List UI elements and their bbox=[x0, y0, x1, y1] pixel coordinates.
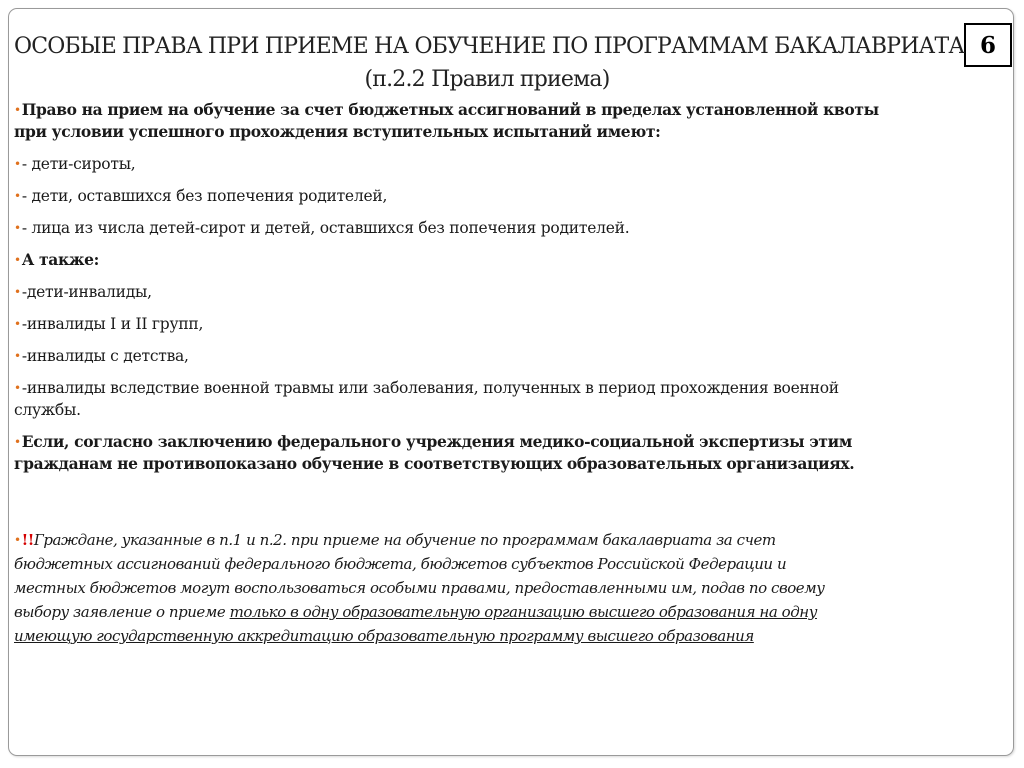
list-item-quota-rule bbox=[14, 99, 1014, 143]
page-number-badge: 6 bbox=[964, 23, 1012, 67]
list-item-orphans bbox=[14, 153, 1014, 175]
list-item-text: при условии успешного прохождения вступительных испытаний имеют: bbox=[14, 122, 661, 141]
bullet-icon: • bbox=[14, 103, 21, 117]
bullet-icon: • bbox=[14, 349, 21, 363]
important-note bbox=[14, 528, 1004, 648]
list-item-text: -дети-инвалиды, bbox=[21, 283, 152, 301]
note-text: выбору заявление о приеме bbox=[14, 603, 230, 621]
title-line-2: (п.2.2 Правил приема) bbox=[364, 67, 610, 92]
list-item-without-care bbox=[14, 185, 1014, 207]
list-item-text: гражданам не противопоказано обучение в соответствующих образовательных организациях. bbox=[14, 454, 855, 473]
bullet-icon: • bbox=[14, 221, 21, 235]
exclamation-mark: !! bbox=[21, 531, 34, 549]
note-line-2: бюджетных ассигнований федерального бюджета, бюджетов субъектов Российской Федерации и bbox=[14, 555, 787, 573]
list-item-disabled-children bbox=[14, 281, 1014, 303]
note-line-4 bbox=[14, 600, 1004, 624]
list-item-text: Если, согласно заключению федерального учреждения медико-социальной экспертизы этим bbox=[21, 432, 852, 451]
note-line-3: местных бюджетов могут воспользоваться особыми правами, предоставленными им, подав по своему bbox=[14, 579, 825, 597]
bullet-list bbox=[14, 99, 1014, 475]
bullet-icon: • bbox=[14, 381, 21, 395]
bullet-icon: • bbox=[14, 435, 21, 449]
list-item-text: - дети, оставшихся без попечения родителей, bbox=[21, 187, 388, 205]
bullet-icon: • bbox=[14, 157, 21, 171]
list-item-disabled-groups bbox=[14, 313, 1014, 335]
list-item-text: -инвалиды с детства, bbox=[21, 347, 189, 365]
list-item-also bbox=[14, 249, 1014, 271]
bullet-icon: • bbox=[14, 189, 21, 203]
bullet-icon: • bbox=[14, 285, 21, 299]
bullet-icon: • bbox=[14, 253, 21, 267]
bullet-icon: • bbox=[14, 317, 21, 331]
list-item-text: -инвалиды вследствие военной травмы или заболевания, полученных в период прохождения военной bbox=[21, 379, 839, 397]
list-item-disabled-from-childhood bbox=[14, 345, 1014, 367]
list-item-text: - лица из числа детей-сирот и детей, оставшихся без попечения родителей. bbox=[21, 219, 630, 237]
note-text: Граждане, указанные в п.1 и п.2. при приеме на обучение по программам бакалавриата за счет bbox=[33, 531, 776, 549]
note-line-1 bbox=[14, 528, 1004, 552]
list-item-text: Право на прием на обучение за счет бюджетных ассигнований в пределах установленной квоты bbox=[21, 100, 879, 119]
list-item-text: - дети-сироты, bbox=[21, 155, 136, 173]
list-item-military-injury bbox=[14, 377, 1014, 421]
title-line-1: ОСОБЫЕ ПРАВА ПРИ ПРИЕМЕ НА ОБУЧЕНИЕ ПО ПРОГРАММАМ БАКАЛАВРИАТА bbox=[14, 34, 965, 59]
list-item-text: -инвалиды I и II групп, bbox=[21, 315, 204, 333]
list-item-text: А также: bbox=[21, 250, 100, 269]
note-underlined-text: имеющую государственную аккредитацию образовательную программу высшего образования bbox=[14, 627, 754, 645]
list-item-medical-condition bbox=[14, 431, 1014, 475]
note-underlined-text: только в одну образовательную организацию высшего образования на одну bbox=[229, 603, 817, 621]
list-item-text: службы. bbox=[14, 401, 81, 419]
bullet-icon: • bbox=[14, 533, 21, 547]
slide-title bbox=[14, 30, 965, 96]
note-line-5 bbox=[14, 624, 1004, 648]
list-item-persons-from-orphans bbox=[14, 217, 1014, 239]
